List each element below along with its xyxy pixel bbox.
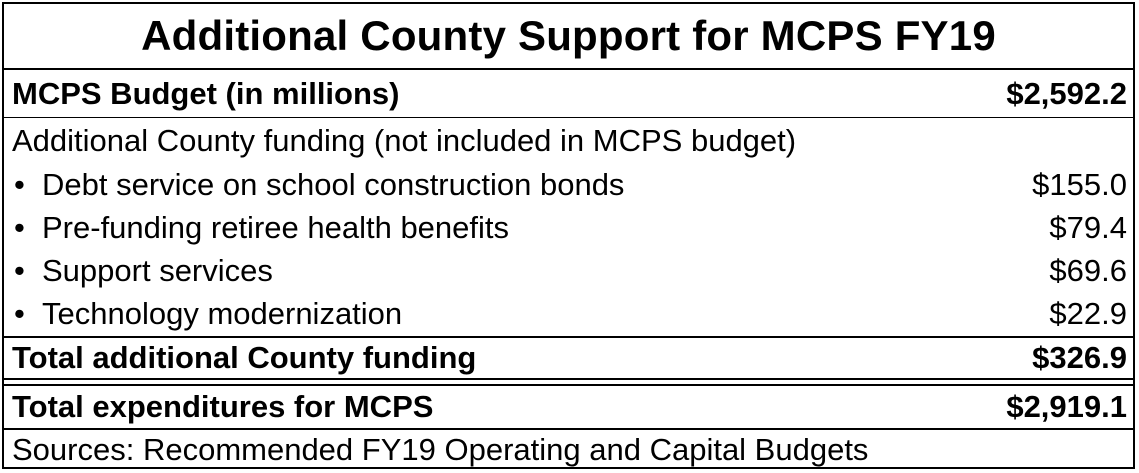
funding-item-label: Support services: [42, 253, 273, 288]
mcps-budget-label: MCPS Budget (in millions): [12, 75, 400, 111]
mcps-budget-value: $2,592.2: [1006, 75, 1127, 111]
total-additional-label: Total additional County funding: [12, 340, 477, 375]
bullet-icon: •: [14, 167, 25, 202]
budget-table: [2, 2, 1135, 469]
funding-item-value: $79.4: [1049, 210, 1127, 245]
funding-item-row: [4, 250, 1133, 292]
additional-funding-header: Additional County funding (not included in MCPS budget): [12, 123, 797, 158]
funding-item-value: $22.9: [1049, 296, 1127, 331]
additional-funding-header-row: [4, 120, 1133, 162]
total-expenditures-row: [4, 384, 1133, 430]
funding-item-label: Pre-funding retiree health benefits: [42, 210, 510, 245]
funding-item-row: [4, 207, 1133, 249]
bullet-icon: •: [14, 296, 25, 331]
funding-item-row: [4, 164, 1133, 206]
total-additional-row: [4, 336, 1133, 380]
page-title: Additional County Support for MCPS FY19: [141, 12, 996, 59]
sources-note: Sources: Recommended FY19 Operating and Capital Budgets: [12, 431, 869, 467]
funding-item-label: Debt service on school construction bonds: [42, 167, 625, 202]
total-expenditures-value: $2,919.1: [1006, 389, 1127, 424]
funding-item-label: Technology modernization: [42, 296, 403, 331]
funding-item-row: [4, 293, 1133, 335]
mcps-budget-row: [4, 70, 1133, 118]
bullet-icon: •: [14, 253, 25, 288]
sources-row: [4, 430, 1133, 469]
title-row: [4, 4, 1133, 70]
funding-item-value: $69.6: [1049, 253, 1127, 288]
total-expenditures-label: Total expenditures for MCPS: [12, 389, 434, 424]
total-additional-value: $326.9: [1032, 340, 1127, 375]
funding-item-value: $155.0: [1032, 167, 1127, 202]
bullet-icon: •: [14, 210, 25, 245]
